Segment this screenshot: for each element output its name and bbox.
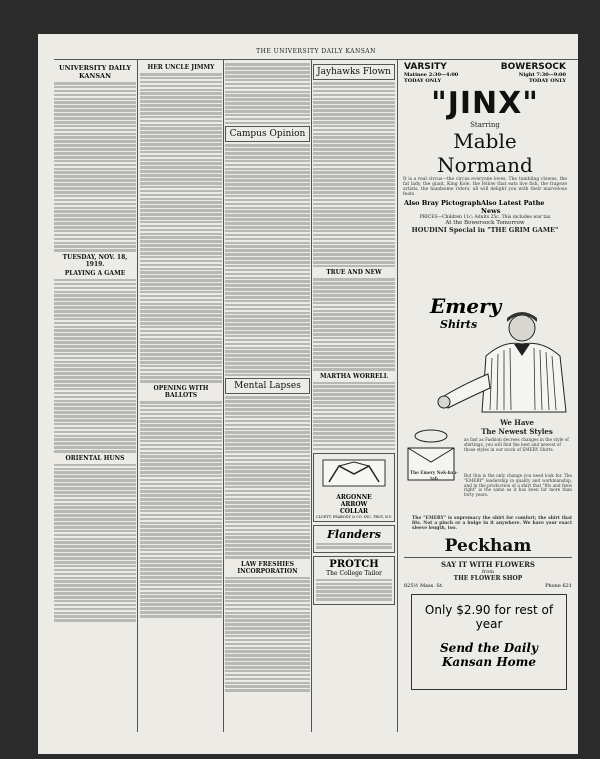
- star-first-name: Mable: [453, 129, 517, 153]
- emery-shirts-ad: [402, 292, 572, 492]
- header-rule: [54, 59, 578, 60]
- from-label: from: [482, 569, 494, 575]
- subscribe-price: Only $2.90 for rest of year: [424, 603, 554, 631]
- article-headline: PLAYING A GAME: [64, 269, 126, 277]
- bray-pictograph: Also Bray Pictograph: [404, 199, 482, 207]
- article-headline: LAW FRESHIES INCORPORATION: [237, 560, 298, 575]
- article-headline: OPENING WITH BALLOTS: [153, 384, 209, 399]
- masthead: UNIVERSITY DAILY KANSAN: [58, 64, 132, 80]
- pathe-news: Also Latest Pathe News: [481, 199, 545, 215]
- flower-shop-name: THE FLOWER SHOP: [453, 575, 523, 582]
- section-heading: Jayhawks Flown: [313, 64, 395, 80]
- emery-text: as fast as Fashion decrees changes in the style of shirtings, you will find the best and newest of those styles in our stock of EMERY Shirts.: [464, 437, 569, 452]
- column-rule: [311, 60, 312, 732]
- ad-brand-line: ARROW: [340, 501, 368, 509]
- we-have: We Have: [500, 418, 534, 427]
- emery-logo: Emery: [430, 294, 502, 318]
- today-only-left: TODAY ONLY: [404, 78, 442, 84]
- column-rule: [137, 60, 138, 732]
- arrow-collar-ad: [313, 453, 395, 522]
- theater-right: BOWERSOCK: [500, 62, 566, 72]
- section-heading: Mental Lapses: [225, 378, 310, 394]
- flanders-logo: Flanders: [327, 528, 381, 542]
- collar-illustration: [317, 456, 391, 490]
- ad-maker: CLUETT, PEABODY & CO. INC. TROY, N.Y.: [316, 515, 392, 520]
- protch-ad: [313, 556, 395, 605]
- shop-address: 825½ Mass. St.: [404, 583, 444, 589]
- subscribe-call: Send the Daily Kansan Home: [440, 641, 538, 669]
- man-in-shirt-illustration: [404, 304, 570, 414]
- night-time: Night 7:30—9:00: [518, 72, 566, 78]
- protch-tagline: The College Tailor: [326, 570, 382, 578]
- neckband-caption: The Emery Nek-ban-tab: [409, 470, 459, 481]
- today-line: [400, 78, 570, 84]
- say-it-with-flowers: SAY IT WITH FLOWERS: [441, 560, 535, 569]
- column-rule: [223, 60, 224, 732]
- emery-leadership-text: But this is the only change you need look for. The "EMERY" leadership in quality and workmanship, and in the production of a shirt that "fits and feels right" is the same as it has been for more than forty years.: [464, 473, 572, 498]
- article-headline: TRUE AND NEW: [326, 269, 382, 277]
- theater-names: [400, 62, 570, 72]
- article-headline: MARTHA WORRELL: [319, 372, 388, 380]
- star-last-name: Normand: [437, 153, 533, 177]
- opinion-column: [225, 62, 310, 733]
- matinee-time: Matinee 2:30—4:00: [404, 72, 459, 78]
- newest-styles: The Newest Styles: [481, 427, 553, 436]
- houdini-line: HOUDINI Special in "THE GRIM GAME": [411, 226, 559, 234]
- date-line: TUESDAY, NOV. 18, 1919.: [62, 253, 128, 268]
- bowersock-line: At the Bowersock Tomorrow: [445, 220, 525, 226]
- shirts-label: Shirts: [440, 318, 478, 331]
- page-header: THE UNIVERSITY DAILY KANSAN: [256, 48, 376, 55]
- peckham-name: Peckham: [444, 536, 532, 556]
- classified-ads: [356, 62, 396, 242]
- feature-title: "JINX": [431, 86, 539, 121]
- protch-name: PROTCH: [329, 559, 379, 571]
- today-only-right: TODAY ONLY: [528, 78, 566, 84]
- feature-blurb: It is a real circus—the circus everyone loves. The tumbling clowns, the fat lady, the giant, King Kole, the fellow that eats live fish, the trapeze artists, the handsome riders; all will delight you with their marvelous feats: [403, 177, 567, 197]
- extras-line: [400, 199, 570, 215]
- shop-phone: Phone 621: [545, 583, 572, 589]
- ad-brand-line: COLLAR: [339, 508, 369, 516]
- article-headline: ORIENTAL HUNS: [65, 454, 125, 462]
- starring-label: Starring: [470, 121, 500, 129]
- prices-line: PRICES—Children 11c; Adults 25c. This includes war tax: [419, 215, 551, 220]
- emery-supremacy-text: The "EMERY" is supremacy the shirt for comfort; the shirt that fits. Not a pinch or a bulge in it anywhere. We have your exact sleeve length, too.: [412, 516, 572, 531]
- flower-shop-contact: [404, 583, 572, 589]
- ad-divider: [404, 557, 572, 558]
- editorial-column: [54, 62, 136, 733]
- article-headline: HER UNCLE JIMMY: [147, 64, 215, 71]
- section-heading: Campus Opinion: [225, 126, 310, 142]
- column-rule: [397, 60, 398, 732]
- poem-column: [140, 62, 222, 733]
- subscribe-ad: [411, 594, 567, 690]
- flanders-ad: [313, 525, 395, 553]
- theater-left: VARSITY: [404, 62, 447, 72]
- ad-brand-line: ARGONNE: [336, 494, 372, 502]
